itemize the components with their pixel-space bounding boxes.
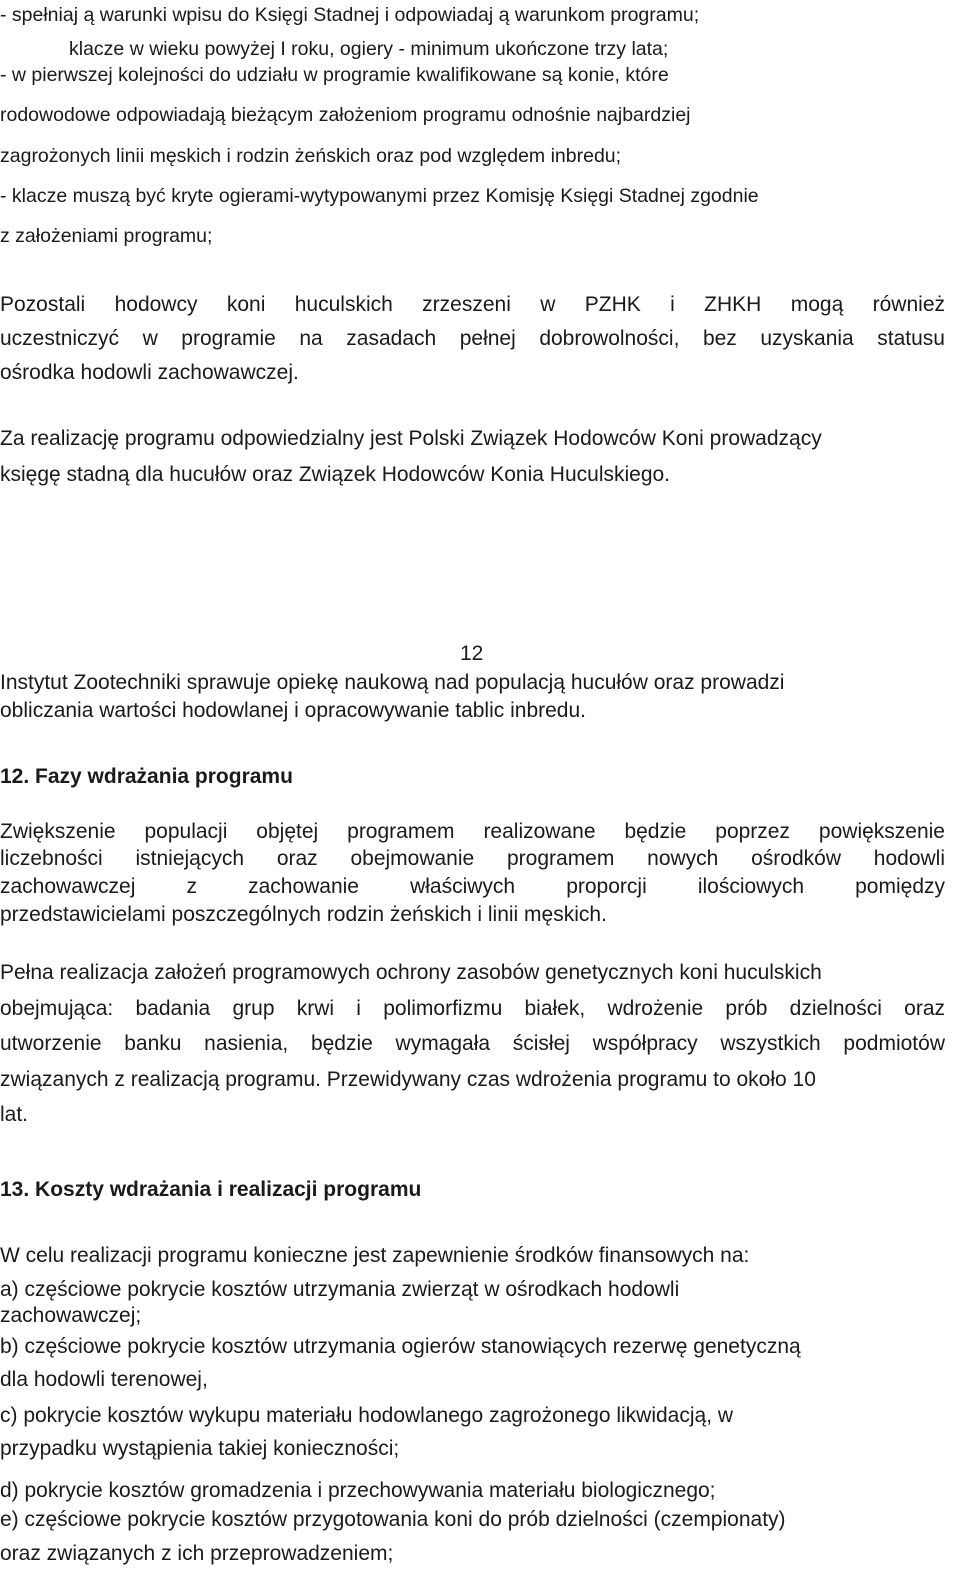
- text-line: Instytut Zootechniki sprawuje opiekę naukową nad populacją hucułów oraz prowadzi: [0, 671, 785, 694]
- text-line: Zwiększenie populacji objętej programem realizowane będzie poprzez powiększenie: [0, 820, 945, 843]
- text-line: - klacze muszą być kryte ogierami-wytypowanymi przez Komisję Księgi Stadnej zgodnie: [0, 185, 759, 207]
- text-line: Za realizację programu odpowiedzialny jest Polski Związek Hodowców Koni prowadzący: [0, 427, 822, 450]
- list-item: c) pokrycie kosztów wykupu materiału hodowlanego zagrożonego likwidacją, w: [0, 1404, 734, 1427]
- section-heading: 12. Fazy wdrażania programu: [0, 765, 293, 788]
- text-line: związanych z realizacją programu. Przewidywany czas wdrożenia programu to około 10: [0, 1068, 816, 1091]
- list-item: b) częściowe pokrycie kosztów utrzymania ogierów stanowiących rezerwę genetyczną: [0, 1335, 801, 1358]
- text-line: utworzenie banku nasienia, będzie wymagała ścisłej współpracy wszystkich podmiotów: [0, 1032, 945, 1055]
- section-heading: 13. Koszty wdrażania i realizacji programu: [0, 1178, 422, 1201]
- text-line: - w pierwszej kolejności do udziału w programie kwalifikowane są konie, które: [0, 64, 669, 86]
- text-line: lat.: [0, 1103, 29, 1126]
- list-item: a) częściowe pokrycie kosztów utrzymania zwierząt w ośrodkach hodowli: [0, 1278, 680, 1301]
- list-item: dla hodowli terenowej,: [0, 1368, 208, 1391]
- text-line: obliczania wartości hodowlanej i opracowywanie tablic inbredu.: [0, 699, 586, 722]
- list-item: zachowawczej;: [0, 1304, 142, 1327]
- page-number: 12: [460, 642, 484, 665]
- text-line: przedstawicielami poszczególnych rodzin żeńskich i linii męskich.: [0, 903, 607, 926]
- text-line: z założeniami programu;: [0, 225, 213, 247]
- text-line: zachowawczej z zachowanie właściwych proporcji ilościowych pomiędzy: [0, 875, 945, 898]
- list-item: d) pokrycie kosztów gromadzenia i przechowywania materiału biologicznego;: [0, 1479, 716, 1502]
- text-line: liczebności istniejących oraz obejmowanie programem nowych ośrodków hodowli: [0, 847, 945, 870]
- text-line: klacze w wieku powyżej I roku, ogiery - minimum ukończone trzy lata;: [69, 38, 669, 60]
- text-line: - spełniaj ą warunki wpisu do Księgi Stadnej i odpowiadaj ą warunkom programu;: [0, 4, 700, 26]
- text-line: księgę stadną dla hucułów oraz Związek Hodowców Konia Huculskiego.: [0, 463, 671, 486]
- text-line: rodowodowe odpowiadają bieżącym założeniom programu odnośnie najbardziej: [0, 104, 691, 126]
- text-line: Pozostali hodowcy koni huculskich zrzeszeni w PZHK i ZHKH mogą również: [0, 293, 945, 316]
- list-item: e) częściowe pokrycie kosztów przygotowania koni do prób dzielności (czempionaty): [0, 1508, 786, 1531]
- list-item: przypadku wystąpienia takiej konieczności;: [0, 1437, 400, 1460]
- text-line: ośrodka hodowli zachowawczej.: [0, 361, 299, 384]
- text-line: uczestniczyć w programie na zasadach pełnej dobrowolności, bez uzyskania statusu: [0, 327, 945, 350]
- list-item: oraz związanych z ich przeprowadzeniem;: [0, 1542, 394, 1565]
- text-line: W celu realizacji programu konieczne jest zapewnienie środków finansowych na:: [0, 1244, 750, 1267]
- text-line: zagrożonych linii męskich i rodzin żeńskich oraz pod względem inbredu;: [0, 145, 622, 167]
- text-line: Pełna realizacja założeń programowych ochrony zasobów genetycznych koni huculskich: [0, 961, 822, 984]
- text-line: obejmująca: badania grup krwi i polimorfizmu białek, wdrożenie prób dzielności oraz: [0, 997, 945, 1020]
